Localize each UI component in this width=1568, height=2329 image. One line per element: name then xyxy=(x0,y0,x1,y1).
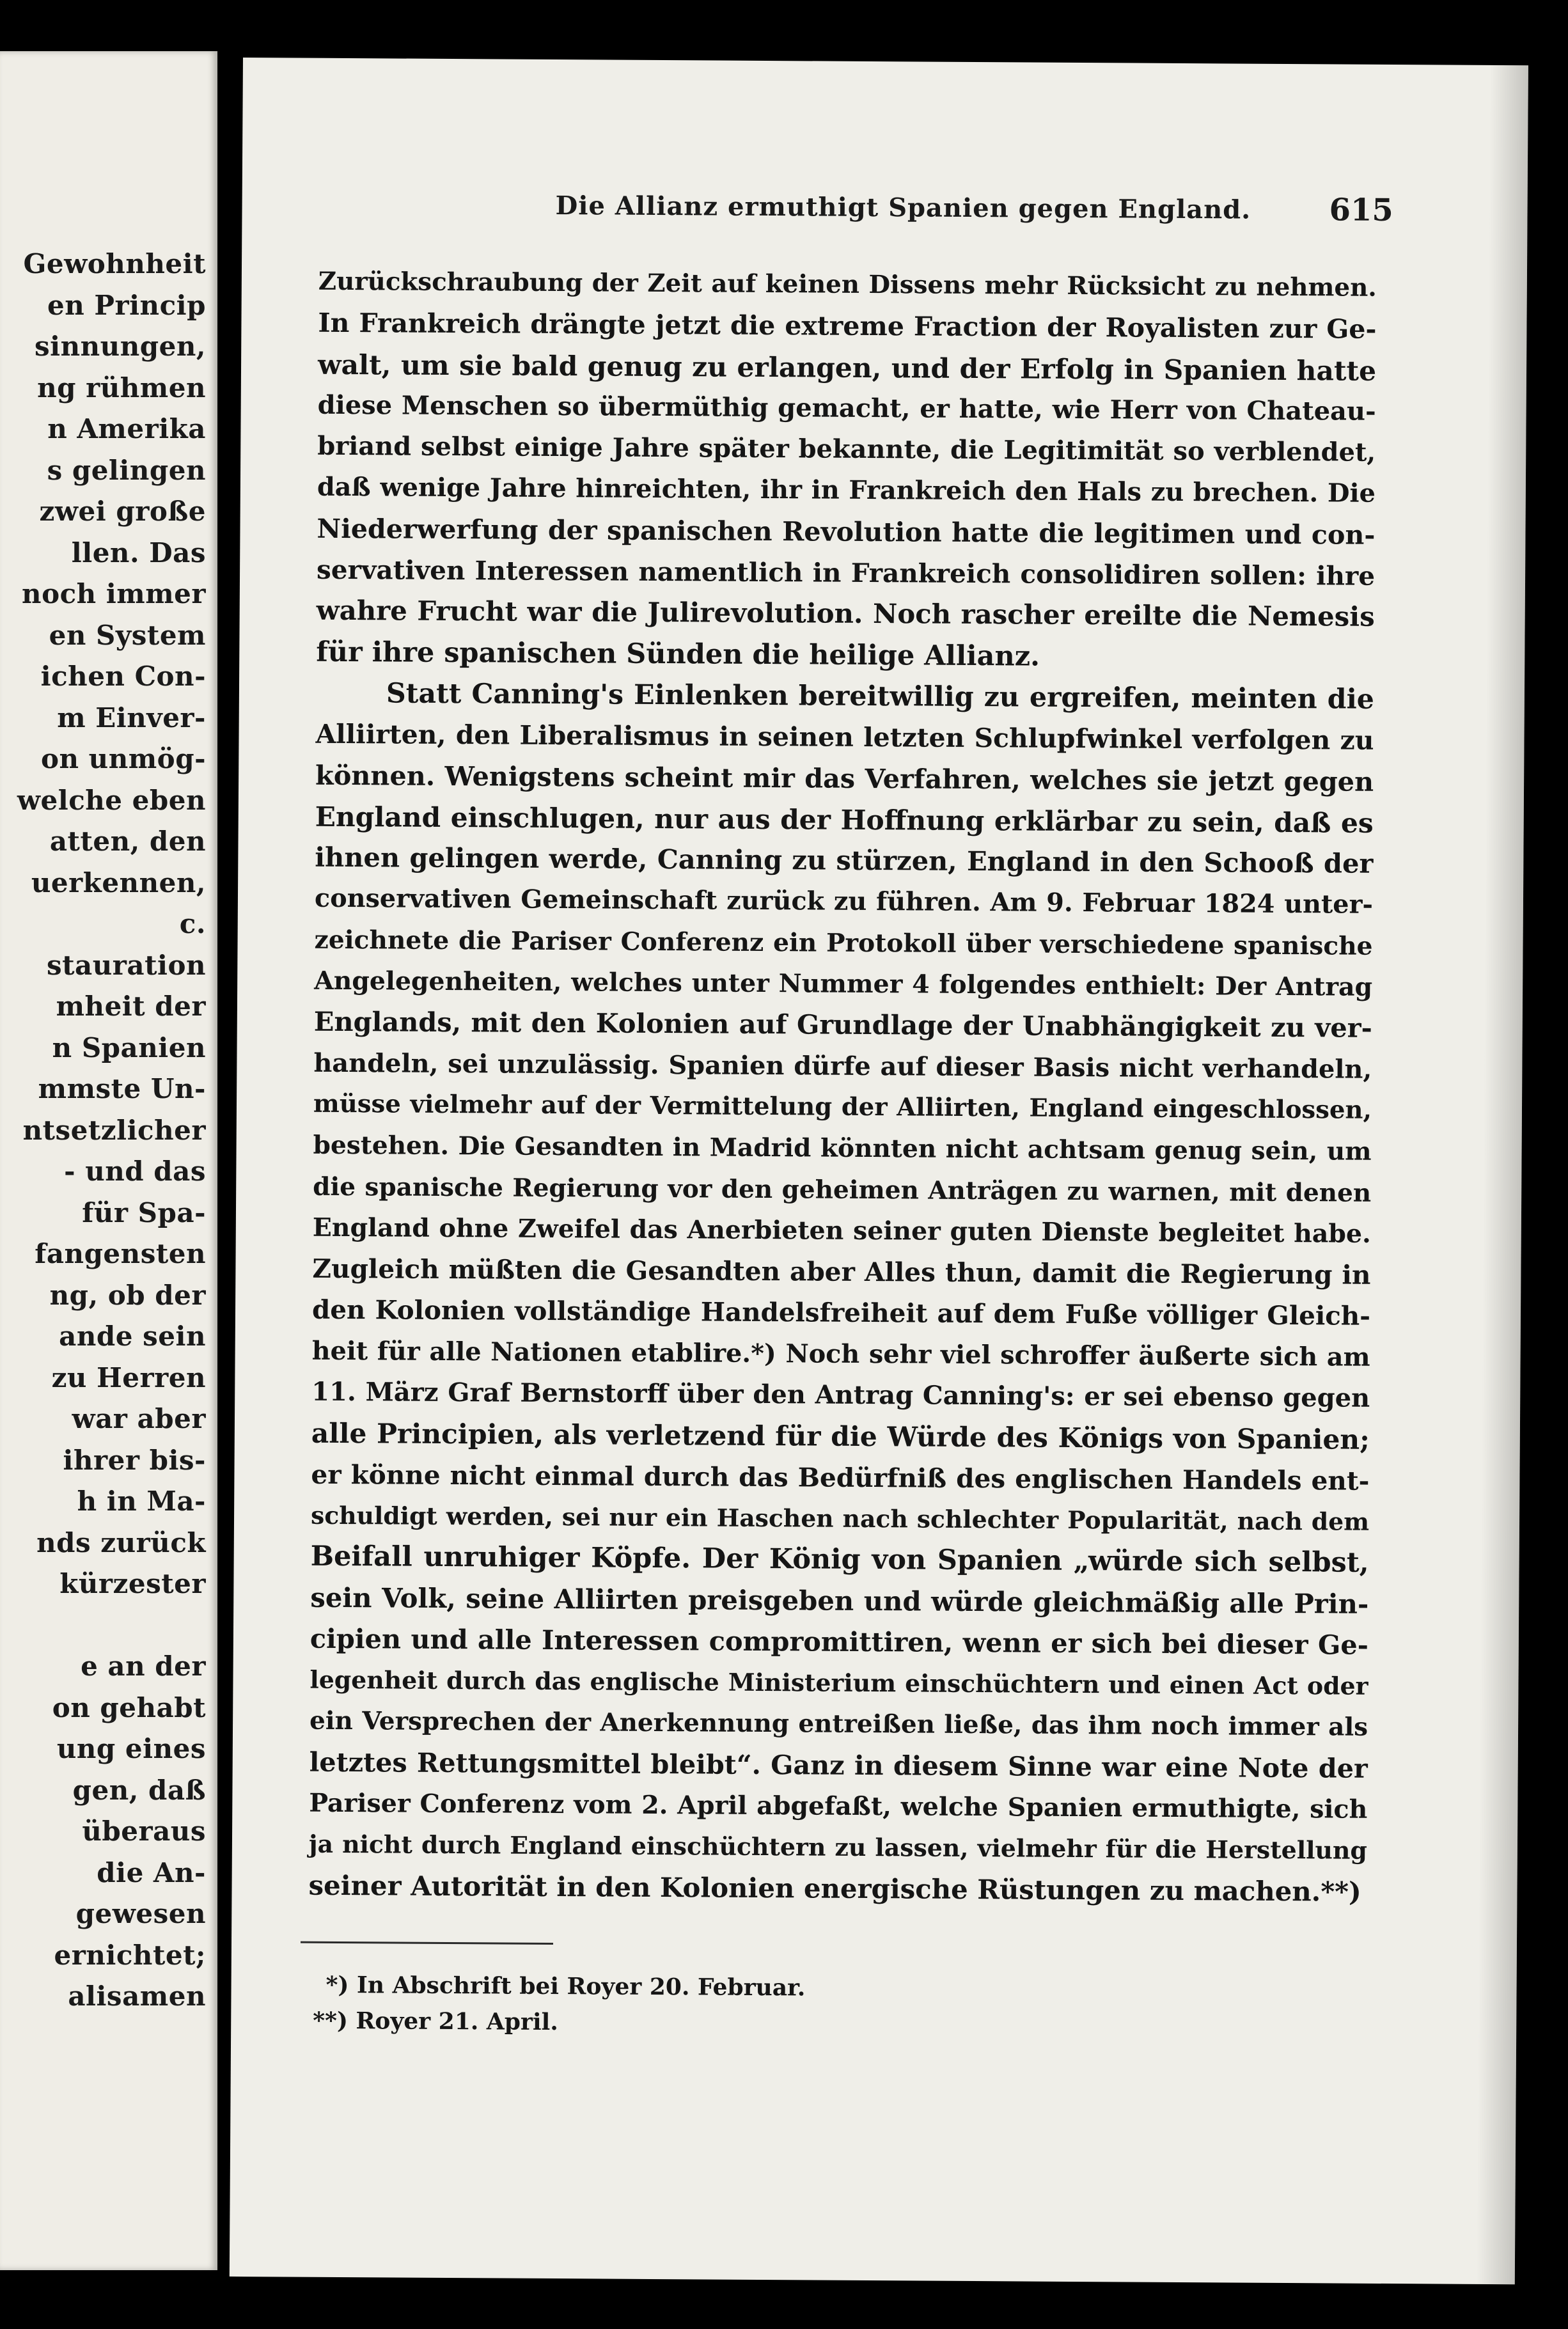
text-line: England einschlugen, nur aus der Hoffnung erklärbar zu sein, daß es xyxy=(315,800,1374,839)
text-line: schuldigt werden, sei nur ein Haschen nach schlechter Popularität, nach dem xyxy=(310,1501,1370,1536)
left-page-line: fangensten xyxy=(35,1238,206,1269)
left-page-line: llen. Das xyxy=(71,537,206,569)
text-line: ja nicht durch England einschüchtern zu lassen, vielmehr für die Herstellung xyxy=(308,1830,1368,1865)
left-page-line: n Spanien xyxy=(52,1031,206,1063)
left-page-line: uerkennen, xyxy=(31,867,206,898)
left-page-line: alisamen xyxy=(68,1980,206,2012)
text-line: ihnen gelingen werde, Canning zu stürzen, England in den Schooß der xyxy=(315,841,1374,879)
left-page-line: noch immer xyxy=(22,578,206,609)
footnote: *) In Abschrift bei Royer 20. Februar. xyxy=(325,1971,806,2002)
left-page-line: on unmög- xyxy=(41,743,206,774)
text-line: Statt Canning's Einlenken bereitwillig zu ergreifen, meinten die xyxy=(386,677,1375,716)
text-line: zeichnete die Pariser Conferenz ein Protokoll über verschiedene spanische xyxy=(314,925,1373,961)
text-line: handeln, sei unzulässig. Spanien dürfe auf dieser Basis nicht verhandeln, xyxy=(313,1048,1372,1085)
left-page-line: Gewohnheit xyxy=(23,248,206,279)
left-page-line: mheit der xyxy=(56,991,206,1022)
text-line: Niederwerfung der spanischen Revolution hatte die legitimen und con- xyxy=(317,512,1376,551)
left-page-line: sinnungen, xyxy=(35,331,206,362)
text-line: Pariser Conferenz vom 2. April abgefaßt, welche Spanien ermuthigte, sich xyxy=(309,1788,1368,1824)
text-line: 11. März Graf Bernstorff über den Antrag Canning's: er sei ebenso gegen xyxy=(311,1376,1370,1413)
text-line: können. Wenigstens scheint mir das Verfahren, welches sie jetzt gegen xyxy=(315,759,1374,797)
paragraph xyxy=(316,262,1377,679)
left-page-line: ichen Con- xyxy=(40,661,206,692)
left-page-line: stauration xyxy=(46,949,206,981)
text-line: daß wenige Jahre hinreichten, ihr in Frankreich den Hals zu brechen. Die xyxy=(317,473,1376,509)
left-page-line: s gelingen xyxy=(47,454,206,486)
footnote-rule xyxy=(301,1941,553,1945)
text-line: müsse vielmehr auf der Vermittelung der Alliirten, England eingeschlossen, xyxy=(313,1089,1372,1125)
text-line: heit für alle Nationen etablire.*) Noch sehr viel schroffer äußerte sich am xyxy=(311,1336,1370,1372)
left-page-line: überaus xyxy=(82,1815,206,1847)
left-page-line: ntsetzlicher xyxy=(22,1114,206,1146)
text-line: England ohne Zweifel das Anerbieten seiner guten Dienste begleitet habe. xyxy=(312,1212,1371,1249)
body-text xyxy=(308,262,1377,1913)
text-line: In Frankreich drängte jetzt die extreme Fraction der Royalisten zur Ge- xyxy=(318,308,1377,345)
text-line: legenheit durch das englische Ministerium einschüchtern und einen Act oder xyxy=(310,1665,1368,1700)
left-page-line: on gehabt xyxy=(52,1691,206,1723)
left-page-line: n Amerika xyxy=(47,413,206,444)
left-page-line: ihrer bis- xyxy=(63,1444,206,1476)
text-line: diese Menschen so übermüthig gemacht, er hatte, wie Herr von Chateau- xyxy=(317,389,1376,427)
left-page-line: zu Herren xyxy=(51,1361,206,1393)
left-page-line: kürzester xyxy=(59,1568,206,1599)
left-page-line: ng, ob der xyxy=(49,1279,206,1311)
footnote: **) Royer 21. April. xyxy=(313,2007,558,2036)
footnotes xyxy=(313,1967,806,2042)
text-line: letztes Rettungsmittel bleibt“. Ganz in diesem Sinne war eine Note der xyxy=(309,1746,1368,1784)
left-page-line: ng rühmen xyxy=(37,372,206,404)
text-line: briand selbst einige Jahre später bekannte, die Legitimität so verblendet, xyxy=(317,431,1376,468)
left-page-line: atten, den xyxy=(49,826,206,857)
text-line: walt, um sie bald genug zu erlangen, und der Erfolg in Spanien hatte xyxy=(317,348,1377,387)
text-line: servativen Interessen namentlich in Frankreich consolidiren sollen: ihre xyxy=(316,554,1376,592)
left-page-line: die An- xyxy=(97,1856,206,1888)
left-page-line: ande sein xyxy=(59,1321,206,1352)
text-line: Beifall unruhiger Köpfe. Der König von Spanien „würde sich selbst, xyxy=(310,1540,1369,1580)
left-page-line: nds zurück xyxy=(36,1526,206,1558)
main-page xyxy=(230,58,1528,2284)
left-page-line: welche eben xyxy=(17,784,206,816)
text-line: ein Versprechen der Anerkennung entreißen ließe, das ihm noch immer als xyxy=(309,1706,1368,1743)
text-line: den Kolonien vollständige Handelsfreiheit auf dem Fuße völliger Gleich- xyxy=(311,1294,1371,1332)
left-page-line: mmste Un- xyxy=(38,1073,206,1104)
page-number: 615 xyxy=(1329,192,1393,228)
left-page-line: m Einver- xyxy=(57,702,206,733)
page-edge-shadow xyxy=(1477,65,1528,2284)
text-line: Zugleich müßten die Gesandten aber Alles thun, damit die Regierung in xyxy=(312,1253,1371,1290)
left-page-line: h in Ma- xyxy=(77,1486,206,1517)
left-page-line: ung eines xyxy=(56,1733,206,1764)
left-page-line: c. xyxy=(179,908,206,939)
text-line: Alliirten, den Liberalismus in seinen letzten Schlupfwinkel verfolgen zu xyxy=(315,718,1374,757)
left-page-line: zwei große xyxy=(39,496,206,527)
left-page-fragment xyxy=(0,51,217,2270)
text-line: er könne nicht einmal durch das Bedürfniß des englischen Handels ent- xyxy=(311,1459,1370,1496)
left-page-line: en Princip xyxy=(47,289,206,321)
paragraph xyxy=(308,673,1374,1913)
text-line: bestehen. Die Gesandten in Madrid könnten nicht achtsam genug sein, um xyxy=(313,1130,1372,1167)
left-page-line: gen, daß xyxy=(72,1774,206,1806)
left-page-line: ernichtet; xyxy=(54,1939,206,1971)
left-page-line: en System xyxy=(49,619,206,651)
text-line: seiner Autorität in den Kolonien energische Rüstungen zu machen.**) xyxy=(308,1869,1361,1908)
left-page-line: e an der xyxy=(81,1651,206,1682)
text-line: sein Volk, seine Alliirten preisgeben und würde gleichmäßig alle Prin- xyxy=(310,1581,1369,1620)
text-line: Angelegenheiten, welches unter Nummer 4 folgendes enthielt: Der Antrag xyxy=(314,966,1373,1002)
left-page-line: für Spa- xyxy=(82,1196,206,1228)
left-page-line: - und das xyxy=(64,1156,206,1187)
left-page-line: gewesen xyxy=(75,1898,206,1929)
left-page-line: war aber xyxy=(72,1403,206,1434)
text-line: alle Principien, als verletzend für die Würde des Königs von Spanien; xyxy=(311,1417,1370,1456)
text-line: für ihre spanischen Sünden die heilige Allianz. xyxy=(316,636,1040,673)
text-line: Zurückschraubung der Zeit auf keinen Dissens mehr Rücksicht zu nehmen. xyxy=(318,267,1377,302)
text-line: conservativen Gemeinschaft zurück zu führen. Am 9. Februar 1824 unter- xyxy=(314,884,1374,920)
running-head: Die Allianz ermuthigt Spanien gegen England. xyxy=(555,190,1251,225)
text-line: Englands, mit den Kolonien auf Grundlage der Unabhängigkeit zu ver- xyxy=(313,1006,1372,1044)
text-line: cipien und alle Interessen compromittiren, wenn er sich bei dieser Ge- xyxy=(310,1622,1369,1661)
text-line: die spanische Regierung vor den geheimen Anträgen zu warnen, mit denen xyxy=(313,1172,1372,1208)
text-line: wahre Frucht war die Julirevolution. Noch rascher ereilte die Nemesis xyxy=(316,595,1375,633)
